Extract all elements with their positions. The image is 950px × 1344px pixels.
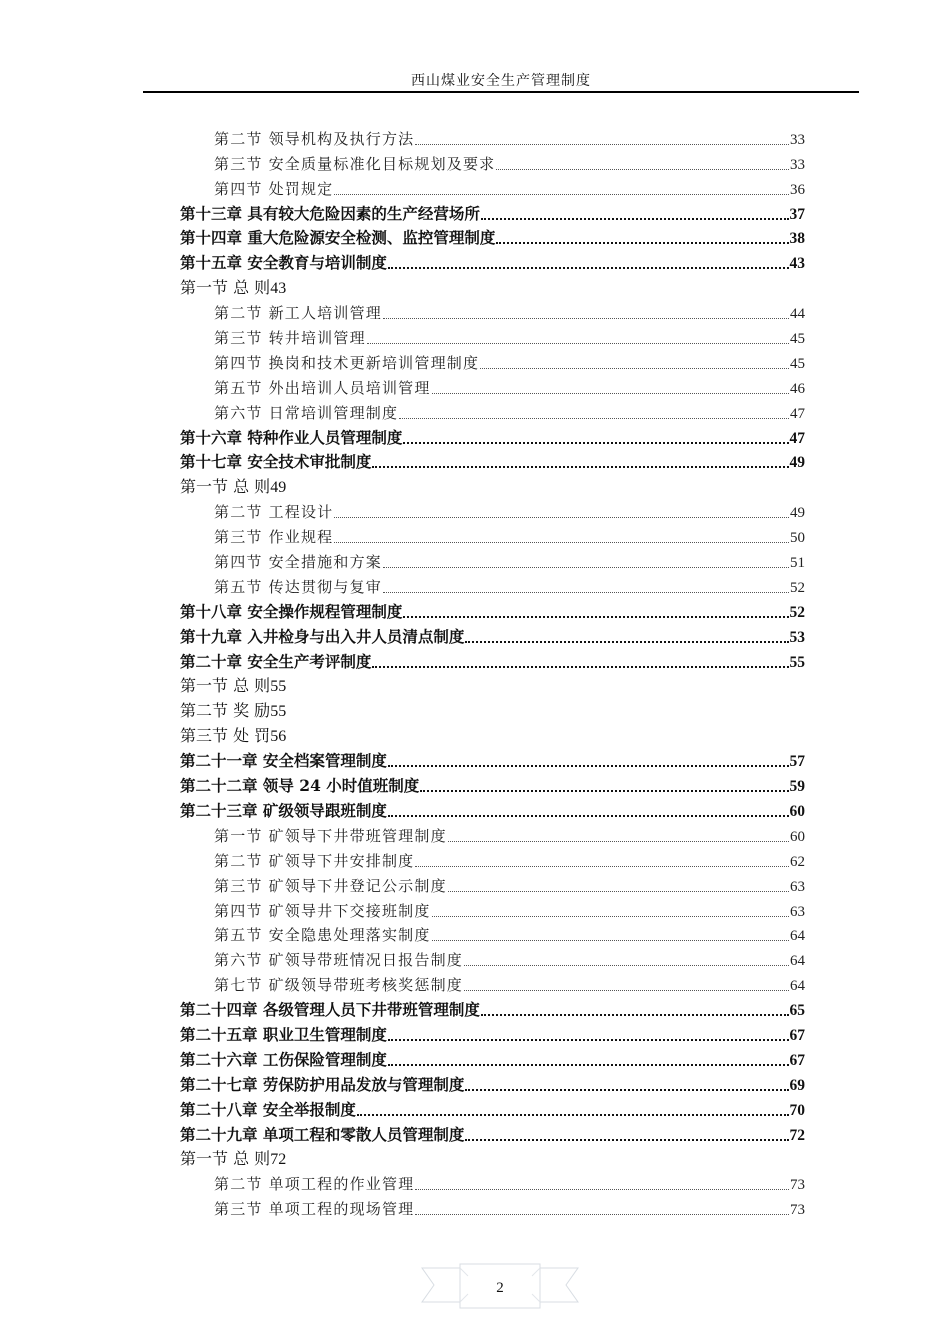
dot-leader: [432, 915, 789, 917]
dot-leader: [496, 241, 788, 244]
toc-section-entry[interactable]: [180, 921, 805, 946]
toc-page-number: 64: [790, 928, 805, 945]
toc-entry-title: 第二节 奖 励: [180, 701, 271, 721]
toc-section-entry[interactable]: [180, 1145, 805, 1170]
toc-entry-title: 第十四章 重大危险源安全检测、监控管理制度: [180, 228, 496, 248]
toc-section-entry[interactable]: [180, 174, 805, 199]
toc-page-number: 45: [790, 355, 805, 372]
toc-chapter-entry[interactable]: [180, 1120, 805, 1145]
toc-section-entry[interactable]: [180, 945, 805, 970]
toc-entry-title: 第二节 矿领导下井安排制度: [214, 851, 415, 870]
toc-page-number: 49: [270, 479, 287, 497]
dot-leader: [399, 417, 789, 419]
dot-leader: [403, 441, 788, 444]
toc-page-number: 44: [790, 306, 805, 323]
toc-section-entry[interactable]: [180, 1169, 805, 1194]
toc-chapter-entry[interactable]: [180, 771, 805, 796]
toc-entry-title: 第二十二章 领导 24 小时值班制度: [180, 776, 420, 796]
dot-leader: [481, 217, 789, 220]
dot-leader: [383, 591, 789, 593]
dot-leader: [415, 865, 789, 867]
dot-leader: [383, 566, 789, 568]
running-header: 西山煤业安全生产管理制度: [411, 73, 591, 89]
toc-page-number: 53: [789, 628, 805, 646]
toc-page-number: 67: [789, 1026, 805, 1044]
toc-page-number: 50: [790, 530, 805, 547]
dot-leader: [465, 640, 788, 643]
toc-chapter-entry[interactable]: [180, 796, 805, 821]
toc-entry-title: 第二十六章 工伤保险管理制度: [180, 1049, 387, 1069]
toc-page-number: 63: [790, 903, 805, 920]
dot-leader: [481, 1013, 789, 1016]
toc-entry-title: 第五节 安全隐患处理落实制度: [214, 926, 431, 945]
toc-page-number: 69: [789, 1076, 805, 1094]
toc-page-number: 52: [789, 603, 805, 621]
dot-leader: [388, 266, 789, 269]
toc-entry-title: 第一节 矿领导下井带班管理制度: [214, 826, 447, 845]
toc-page-number: 60: [789, 802, 805, 820]
toc-chapter-entry[interactable]: [180, 423, 805, 448]
toc-section-entry[interactable]: [180, 398, 805, 423]
toc-page-number: 49: [790, 505, 805, 522]
dot-leader: [334, 541, 789, 543]
toc-page-number: 57: [789, 753, 805, 771]
toc-page-number: 46: [790, 380, 805, 397]
toc-page-number: 45: [790, 331, 805, 348]
toc-entry-title: 第二十五章 职业卫生管理制度: [180, 1024, 387, 1044]
toc-entry-title: 第二十四章 各级管理人员下井带班管理制度: [180, 1000, 480, 1020]
dot-leader: [464, 964, 789, 966]
dot-leader: [464, 989, 789, 991]
page-number: 2: [496, 1280, 504, 1296]
dot-leader: [388, 1038, 789, 1041]
toc-entry-title: 第二十九章 单项工程和零散人员管理制度: [180, 1124, 465, 1144]
toc-entry-title: 第四节 安全措施和方案: [214, 553, 382, 572]
toc-entry-title: 第十九章 入井检身与出入井人员清点制度: [180, 626, 465, 646]
toc-entry-title: 第三节 处 罚: [180, 726, 271, 746]
toc-page-number: 65: [789, 1002, 805, 1020]
toc-entry-title: 第二十七章 劳保防护用品发放与管理制度: [180, 1074, 465, 1094]
toc-chapter-entry[interactable]: [180, 647, 805, 672]
toc-entry-title: 第十八章 安全操作规程管理制度: [180, 601, 403, 621]
toc-page-number: 33: [790, 156, 805, 173]
toc-chapter-entry[interactable]: [180, 995, 805, 1020]
toc-page-number: 38: [789, 230, 805, 248]
toc-entry-title: 第二十一章 安全档案管理制度: [180, 751, 387, 771]
toc-section-entry[interactable]: [180, 373, 805, 398]
toc-section-entry[interactable]: [180, 348, 805, 373]
toc-section-entry[interactable]: [180, 323, 805, 348]
toc-page-number: 63: [790, 878, 805, 895]
toc-page-number: 33: [790, 131, 805, 148]
toc-entry-title: 第四节 处罚规定: [214, 179, 334, 198]
toc-entry-title: 第十三章 具有较大危险因素的生产经营场所: [180, 203, 480, 223]
toc-section-entry[interactable]: [180, 273, 805, 298]
toc-section-entry[interactable]: [180, 472, 805, 497]
toc-entry-title: 第七节 矿级领导带班考核奖惩制度: [214, 976, 463, 995]
toc-chapter-entry[interactable]: [180, 1095, 805, 1120]
dot-leader: [357, 1113, 789, 1116]
toc-chapter-entry[interactable]: [180, 622, 805, 647]
toc-page-number: 73: [790, 1177, 805, 1194]
dot-leader: [432, 392, 789, 394]
dot-leader: [367, 342, 789, 344]
toc-entry-title: 第二节 工程设计: [214, 503, 334, 522]
toc-section-entry[interactable]: [180, 821, 805, 846]
toc-section-entry[interactable]: [180, 846, 805, 871]
dot-leader: [448, 890, 789, 892]
toc-entry-title: 第一节 总 则: [180, 477, 271, 497]
toc-entry-title: 第二节 领导机构及执行方法: [214, 129, 415, 148]
toc-page-number: 64: [790, 953, 805, 970]
toc-entry-title: 第十五章 安全教育与培训制度: [180, 253, 387, 273]
toc-page-number: 73: [790, 1202, 805, 1219]
toc-section-entry[interactable]: [180, 871, 805, 896]
toc-entry-title: 第十六章 特种作业人员管理制度: [180, 427, 403, 447]
toc-page-number: 49: [789, 454, 805, 472]
toc-chapter-entry[interactable]: [180, 1070, 805, 1095]
toc-section-entry[interactable]: [180, 522, 805, 547]
dot-leader: [334, 516, 789, 518]
toc-page-number: 72: [789, 1126, 805, 1144]
toc-entry-title: 第十七章 安全技术审批制度: [180, 452, 372, 472]
toc-section-entry[interactable]: [180, 124, 805, 149]
dot-leader: [372, 665, 788, 668]
dot-leader: [432, 939, 789, 941]
toc-page-number: 67: [789, 1051, 805, 1069]
toc-page-number: 59: [789, 778, 805, 796]
toc-entry-title: 第四节 换岗和技术更新培训管理制度: [214, 353, 480, 372]
toc-section-entry[interactable]: [180, 547, 805, 572]
toc-entry-title: 第一节 总 则: [180, 1149, 271, 1169]
toc-page-number: 37: [789, 205, 805, 223]
toc-entry-title: 第二十章 安全生产考评制度: [180, 651, 372, 671]
toc-entry-title: 第三节 转井培训管理: [214, 329, 366, 348]
toc-chapter-entry[interactable]: [180, 1045, 805, 1070]
toc-entry-title: 第三节 矿领导下井登记公示制度: [214, 876, 447, 895]
toc-page-number: 47: [789, 429, 805, 447]
dot-leader: [448, 840, 789, 842]
toc-entry-title: 第三节 单项工程的现场管理: [214, 1200, 415, 1219]
toc-entry-title: 第一节 总 则: [180, 676, 271, 696]
toc-chapter-entry[interactable]: [180, 199, 805, 224]
toc-section-entry[interactable]: [180, 298, 805, 323]
toc-page-number: 36: [790, 181, 805, 198]
dot-leader: [372, 465, 788, 468]
dot-leader: [465, 1138, 788, 1141]
dot-leader: [420, 789, 788, 792]
toc-page-number: 51: [790, 555, 805, 572]
toc-entry-title: 第六节 日常培训管理制度: [214, 403, 399, 422]
header-rule: [143, 91, 859, 93]
table-of-contents: [180, 124, 805, 1219]
toc-page-number: 56: [270, 728, 287, 746]
toc-chapter-entry[interactable]: [180, 597, 805, 622]
toc-entry-title: 第二十八章 安全举报制度: [180, 1099, 356, 1119]
toc-section-entry[interactable]: [180, 896, 805, 921]
toc-page-number: 64: [790, 978, 805, 995]
toc-chapter-entry[interactable]: [180, 248, 805, 273]
dot-leader: [415, 143, 789, 145]
toc-entry-title: 第四节 矿领导井下交接班制度: [214, 901, 431, 920]
toc-page-number: 60: [790, 828, 805, 845]
toc-entry-title: 第二节 单项工程的作业管理: [214, 1175, 415, 1194]
toc-entry-title: 第三节 作业规程: [214, 528, 334, 547]
toc-section-entry[interactable]: [180, 721, 805, 746]
toc-entry-title: 第六节 矿领导带班情况日报告制度: [214, 951, 463, 970]
dot-leader: [388, 1063, 789, 1066]
toc-entry-title: 第五节 传达贯彻与复审: [214, 577, 382, 596]
toc-page-number: 55: [789, 653, 805, 671]
dot-leader: [415, 1188, 789, 1190]
dot-leader: [403, 615, 788, 618]
toc-section-entry[interactable]: [180, 970, 805, 995]
toc-section-entry[interactable]: [180, 149, 805, 174]
toc-page-number: 62: [790, 853, 805, 870]
toc-page-number: 52: [790, 579, 805, 596]
toc-section-entry[interactable]: [180, 497, 805, 522]
toc-page-number: 55: [270, 678, 287, 696]
dot-leader: [496, 168, 789, 170]
toc-entry-title: 第二节 新工人培训管理: [214, 304, 382, 323]
dot-leader: [480, 367, 789, 369]
toc-entry-title: 第五节 外出培训人员培训管理: [214, 378, 431, 397]
toc-entry-title: 第一节 总 则: [180, 278, 271, 298]
toc-section-entry[interactable]: [180, 1194, 805, 1219]
toc-entry-title: 第三节 安全质量标准化目标规划及要求: [214, 154, 496, 173]
dot-leader: [334, 193, 789, 195]
toc-chapter-entry[interactable]: [180, 746, 805, 771]
toc-chapter-entry[interactable]: [180, 224, 805, 249]
toc-section-entry[interactable]: [180, 696, 805, 721]
toc-page-number: 70: [789, 1101, 805, 1119]
toc-page-number: 43: [270, 280, 287, 298]
dot-leader: [388, 764, 789, 767]
dot-leader: [388, 814, 789, 817]
toc-page-number: 47: [790, 405, 805, 422]
dot-leader: [383, 317, 789, 319]
toc-chapter-entry[interactable]: [180, 1020, 805, 1045]
dot-leader: [465, 1088, 788, 1091]
toc-chapter-entry[interactable]: [180, 448, 805, 473]
toc-page-number: 72: [270, 1151, 287, 1169]
toc-section-entry[interactable]: [180, 672, 805, 697]
dot-leader: [415, 1213, 789, 1215]
toc-entry-title: 第二十三章 矿级领导跟班制度: [180, 800, 387, 820]
toc-section-entry[interactable]: [180, 572, 805, 597]
toc-page-number: 55: [270, 703, 287, 721]
toc-page-number: 43: [789, 255, 805, 273]
